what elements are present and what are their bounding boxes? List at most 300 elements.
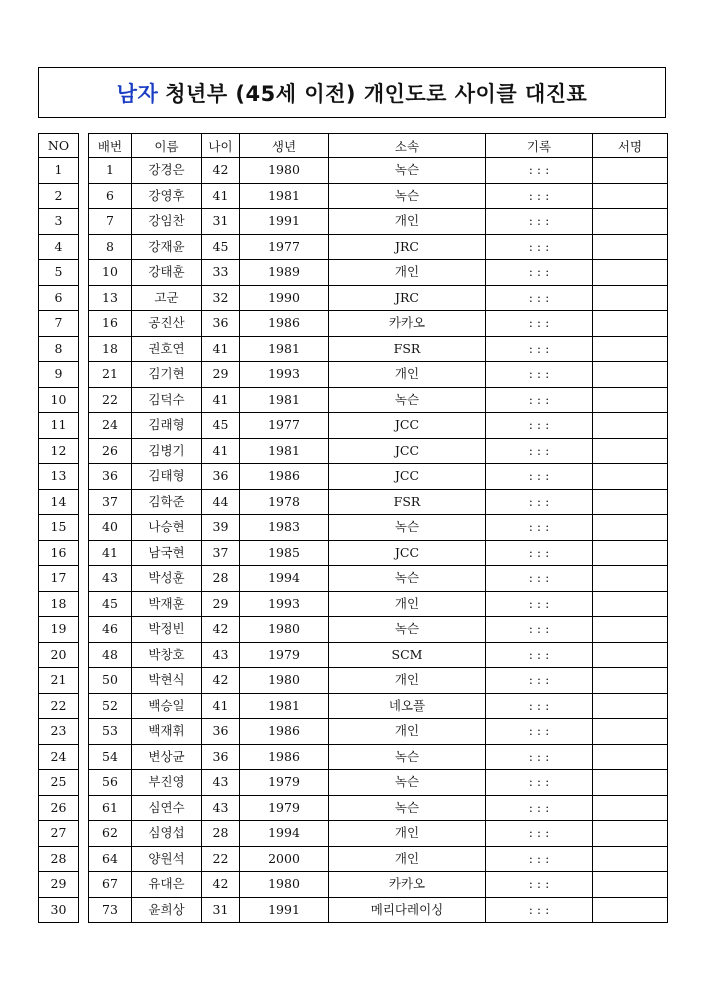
age-cell: 36: [202, 464, 240, 490]
birth-year-cell: 1993: [240, 362, 329, 388]
bib-cell: 13: [89, 285, 132, 311]
record-cell[interactable]: : : :: [486, 719, 593, 745]
number-row: [39, 642, 79, 668]
record-cell[interactable]: : : :: [486, 336, 593, 362]
number-row: [39, 897, 79, 923]
name-cell: 양원석: [132, 846, 202, 872]
number-row: [39, 413, 79, 439]
title-box: [38, 67, 666, 118]
row-number-cell: 27: [39, 821, 79, 847]
signature-cell[interactable]: [593, 795, 668, 821]
row-number-cell: 2: [39, 183, 79, 209]
record-cell[interactable]: : : :: [486, 362, 593, 388]
bib-cell: 64: [89, 846, 132, 872]
age-cell: 42: [202, 872, 240, 898]
number-row: [39, 872, 79, 898]
record-cell[interactable]: : : :: [486, 668, 593, 694]
row-number-cell: 8: [39, 336, 79, 362]
signature-cell[interactable]: [593, 260, 668, 286]
age-cell: 22: [202, 846, 240, 872]
record-cell[interactable]: : : :: [486, 591, 593, 617]
record-cell[interactable]: : : :: [486, 821, 593, 847]
number-row: [39, 591, 79, 617]
birth-year-cell: 1994: [240, 821, 329, 847]
signature-cell[interactable]: [593, 413, 668, 439]
team-cell: 녹슨: [329, 744, 486, 770]
team-cell: 녹슨: [329, 617, 486, 643]
bib-cell: 61: [89, 795, 132, 821]
team-cell: 녹슨: [329, 183, 486, 209]
bib-cell: 56: [89, 770, 132, 796]
record-cell[interactable]: : : :: [486, 413, 593, 439]
name-cell: 강재윤: [132, 234, 202, 260]
birth-year-cell: 1980: [240, 872, 329, 898]
signature-cell[interactable]: [593, 821, 668, 847]
signature-cell[interactable]: [593, 744, 668, 770]
row-number-cell: 26: [39, 795, 79, 821]
signature-cell[interactable]: [593, 617, 668, 643]
bib-cell: 67: [89, 872, 132, 898]
table-row: [89, 846, 668, 872]
bib-cell: 48: [89, 642, 132, 668]
age-cell: 28: [202, 821, 240, 847]
row-number-cell: 6: [39, 285, 79, 311]
team-cell: JCC: [329, 540, 486, 566]
record-cell[interactable]: : : :: [486, 464, 593, 490]
name-cell: 박재훈: [132, 591, 202, 617]
record-cell[interactable]: : : :: [486, 387, 593, 413]
team-cell: 개인: [329, 821, 486, 847]
number-row: [39, 158, 79, 184]
record-cell[interactable]: : : :: [486, 540, 593, 566]
bib-cell: 54: [89, 744, 132, 770]
table-row: [89, 540, 668, 566]
bib-cell: 24: [89, 413, 132, 439]
signature-cell[interactable]: [593, 183, 668, 209]
table-row: [89, 515, 668, 541]
record-cell[interactable]: : : :: [486, 642, 593, 668]
name-cell: 부진영: [132, 770, 202, 796]
birth-year-cell: 1985: [240, 540, 329, 566]
bracket-table-body: [89, 158, 668, 923]
record-cell[interactable]: : : :: [486, 872, 593, 898]
row-number-cell: 11: [39, 413, 79, 439]
table-row: [89, 183, 668, 209]
table-row: [89, 336, 668, 362]
row-number-cell: 30: [39, 897, 79, 923]
birth-year-cell: 2000: [240, 846, 329, 872]
name-cell: 김태형: [132, 464, 202, 490]
table-row: [89, 897, 668, 923]
row-number-cell: 14: [39, 489, 79, 515]
signature-cell[interactable]: [593, 209, 668, 235]
name-cell: 남국현: [132, 540, 202, 566]
bib-cell: 40: [89, 515, 132, 541]
table-row: [89, 438, 668, 464]
birth-year-cell: 1977: [240, 234, 329, 260]
birth-year-cell: 1991: [240, 209, 329, 235]
signature-cell[interactable]: [593, 438, 668, 464]
birth-year-cell: 1981: [240, 183, 329, 209]
age-cell: 44: [202, 489, 240, 515]
birth-year-cell: 1986: [240, 719, 329, 745]
record-cell[interactable]: : : :: [486, 489, 593, 515]
birth-year-cell: 1980: [240, 668, 329, 694]
bib-cell: 73: [89, 897, 132, 923]
row-number-cell: 9: [39, 362, 79, 388]
team-cell: 개인: [329, 362, 486, 388]
table-row: [89, 387, 668, 413]
age-cell: 37: [202, 540, 240, 566]
number-row: [39, 719, 79, 745]
signature-cell[interactable]: [593, 285, 668, 311]
age-cell: 41: [202, 387, 240, 413]
bib-cell: 21: [89, 362, 132, 388]
age-cell: 43: [202, 795, 240, 821]
bib-cell: 45: [89, 591, 132, 617]
birth-year-cell: 1981: [240, 336, 329, 362]
birth-year-cell: 1990: [240, 285, 329, 311]
row-number-cell: 17: [39, 566, 79, 592]
signature-cell[interactable]: [593, 719, 668, 745]
bib-cell: 41: [89, 540, 132, 566]
birth-year-cell: 1981: [240, 693, 329, 719]
signature-cell[interactable]: [593, 540, 668, 566]
team-cell: 녹슨: [329, 770, 486, 796]
bib-cell: 37: [89, 489, 132, 515]
bib-cell: 6: [89, 183, 132, 209]
title-main: 청년부 (45세 이전) 개인도로 사이클 대진표: [165, 81, 588, 106]
age-cell: 31: [202, 897, 240, 923]
birth-year-cell: 1986: [240, 744, 329, 770]
signature-cell[interactable]: [593, 846, 668, 872]
bracket-table: [88, 133, 668, 923]
header-name: 이름: [132, 134, 202, 158]
signature-cell[interactable]: [593, 770, 668, 796]
table-row: [89, 311, 668, 337]
record-cell[interactable]: : : :: [486, 285, 593, 311]
number-row: [39, 438, 79, 464]
signature-cell[interactable]: [593, 693, 668, 719]
record-cell[interactable]: : : :: [486, 566, 593, 592]
age-cell: 28: [202, 566, 240, 592]
signature-cell[interactable]: [593, 464, 668, 490]
record-cell[interactable]: : : :: [486, 693, 593, 719]
name-cell: 백승일: [132, 693, 202, 719]
table-row: [89, 566, 668, 592]
signature-cell[interactable]: [593, 566, 668, 592]
team-cell: 녹슨: [329, 566, 486, 592]
name-cell: 박현식: [132, 668, 202, 694]
signature-cell[interactable]: [593, 897, 668, 923]
team-cell: 개인: [329, 719, 486, 745]
signature-cell[interactable]: [593, 489, 668, 515]
bib-cell: 43: [89, 566, 132, 592]
name-cell: 김학준: [132, 489, 202, 515]
table-row: [89, 668, 668, 694]
record-cell[interactable]: : : :: [486, 515, 593, 541]
age-cell: 41: [202, 336, 240, 362]
row-number-cell: 24: [39, 744, 79, 770]
table-row: [89, 260, 668, 286]
table-row: [89, 362, 668, 388]
age-cell: 43: [202, 642, 240, 668]
age-cell: 42: [202, 668, 240, 694]
record-cell[interactable]: : : :: [486, 795, 593, 821]
team-cell: JCC: [329, 413, 486, 439]
header-age: 나이: [202, 134, 240, 158]
signature-cell[interactable]: [593, 234, 668, 260]
team-cell: JRC: [329, 234, 486, 260]
age-cell: 42: [202, 617, 240, 643]
header-row: [89, 134, 668, 158]
name-cell: 권호연: [132, 336, 202, 362]
team-cell: SCM: [329, 642, 486, 668]
number-row: [39, 846, 79, 872]
birth-year-cell: 1986: [240, 311, 329, 337]
table-row: [89, 617, 668, 643]
title-accent: 남자: [116, 81, 159, 106]
bib-cell: 18: [89, 336, 132, 362]
signature-cell[interactable]: [593, 668, 668, 694]
number-row: [39, 209, 79, 235]
age-cell: 29: [202, 591, 240, 617]
table-row: [89, 821, 668, 847]
team-cell: 개인: [329, 209, 486, 235]
header-signature: 서명: [593, 134, 668, 158]
bib-cell: 52: [89, 693, 132, 719]
name-cell: 심연수: [132, 795, 202, 821]
bib-cell: 7: [89, 209, 132, 235]
age-cell: 39: [202, 515, 240, 541]
bib-cell: 26: [89, 438, 132, 464]
number-row: [39, 515, 79, 541]
birth-year-cell: 1979: [240, 795, 329, 821]
row-number-cell: 28: [39, 846, 79, 872]
team-cell: 개인: [329, 846, 486, 872]
age-cell: 45: [202, 234, 240, 260]
signature-cell[interactable]: [593, 336, 668, 362]
signature-cell[interactable]: [593, 158, 668, 184]
row-number-cell: 1: [39, 158, 79, 184]
number-row: [39, 489, 79, 515]
number-row: [39, 311, 79, 337]
birth-year-cell: 1980: [240, 158, 329, 184]
table-row: [89, 234, 668, 260]
number-row: [39, 260, 79, 286]
row-number-cell: 3: [39, 209, 79, 235]
bib-cell: 36: [89, 464, 132, 490]
birth-year-cell: 1989: [240, 260, 329, 286]
row-number-cell: 18: [39, 591, 79, 617]
header-birth-year: 생년: [240, 134, 329, 158]
bib-cell: 16: [89, 311, 132, 337]
name-cell: 나승현: [132, 515, 202, 541]
age-cell: 41: [202, 438, 240, 464]
signature-cell[interactable]: [593, 872, 668, 898]
row-number-cell: 5: [39, 260, 79, 286]
header-record: 기록: [486, 134, 593, 158]
record-cell[interactable]: : : :: [486, 234, 593, 260]
table-row: [89, 285, 668, 311]
name-cell: 강태훈: [132, 260, 202, 286]
name-cell: 김래형: [132, 413, 202, 439]
number-row: [39, 183, 79, 209]
name-cell: 강영후: [132, 183, 202, 209]
number-row: [39, 617, 79, 643]
birth-year-cell: 1981: [240, 438, 329, 464]
table-row: [89, 464, 668, 490]
signature-cell[interactable]: [593, 515, 668, 541]
record-cell[interactable]: : : :: [486, 846, 593, 872]
row-number-cell: 19: [39, 617, 79, 643]
age-cell: 42: [202, 158, 240, 184]
record-cell[interactable]: : : :: [486, 158, 593, 184]
row-number-cell: 4: [39, 234, 79, 260]
bib-cell: 62: [89, 821, 132, 847]
birth-year-cell: 1993: [240, 591, 329, 617]
team-cell: JCC: [329, 438, 486, 464]
birth-year-cell: 1986: [240, 464, 329, 490]
row-number-cell: 29: [39, 872, 79, 898]
age-cell: 29: [202, 362, 240, 388]
row-number-cell: 25: [39, 770, 79, 796]
birth-year-cell: 1979: [240, 770, 329, 796]
number-row: [39, 234, 79, 260]
signature-cell[interactable]: [593, 311, 668, 337]
bib-cell: 1: [89, 158, 132, 184]
number-row: [39, 464, 79, 490]
table-row: [89, 642, 668, 668]
record-cell[interactable]: : : :: [486, 183, 593, 209]
bib-cell: 46: [89, 617, 132, 643]
age-cell: 43: [202, 770, 240, 796]
bib-cell: 50: [89, 668, 132, 694]
name-cell: 유대은: [132, 872, 202, 898]
name-cell: 김기현: [132, 362, 202, 388]
number-row: [39, 387, 79, 413]
team-cell: 녹슨: [329, 795, 486, 821]
team-cell: 녹슨: [329, 515, 486, 541]
team-cell: 메리다레이싱: [329, 897, 486, 923]
row-number-cell: 20: [39, 642, 79, 668]
team-cell: 녹슨: [329, 158, 486, 184]
name-cell: 심영섭: [132, 821, 202, 847]
bib-cell: 53: [89, 719, 132, 745]
row-number-cell: 21: [39, 668, 79, 694]
number-row: [39, 795, 79, 821]
age-cell: 41: [202, 183, 240, 209]
table-row: [89, 489, 668, 515]
number-row: [39, 540, 79, 566]
number-row: [39, 362, 79, 388]
birth-year-cell: 1981: [240, 387, 329, 413]
age-cell: 36: [202, 744, 240, 770]
table-row: [89, 693, 668, 719]
birth-year-cell: 1979: [240, 642, 329, 668]
birth-year-cell: 1977: [240, 413, 329, 439]
age-cell: 33: [202, 260, 240, 286]
name-cell: 박성훈: [132, 566, 202, 592]
signature-cell[interactable]: [593, 362, 668, 388]
record-cell[interactable]: : : :: [486, 260, 593, 286]
name-cell: 변상균: [132, 744, 202, 770]
number-row: [39, 693, 79, 719]
table-row: [89, 770, 668, 796]
signature-cell[interactable]: [593, 642, 668, 668]
number-row: [39, 744, 79, 770]
header-bib: 배번: [89, 134, 132, 158]
name-cell: 고군: [132, 285, 202, 311]
table-row: [89, 591, 668, 617]
birth-year-cell: 1994: [240, 566, 329, 592]
team-cell: 개인: [329, 591, 486, 617]
record-cell[interactable]: : : :: [486, 617, 593, 643]
team-cell: 카카오: [329, 872, 486, 898]
age-cell: 41: [202, 693, 240, 719]
row-number-cell: 16: [39, 540, 79, 566]
number-column-body: [39, 158, 79, 923]
name-cell: 박창호: [132, 642, 202, 668]
row-number-cell: 22: [39, 693, 79, 719]
age-cell: 36: [202, 719, 240, 745]
age-cell: 32: [202, 285, 240, 311]
table-row: [89, 744, 668, 770]
team-cell: 개인: [329, 668, 486, 694]
number-row: [39, 566, 79, 592]
birth-year-cell: 1978: [240, 489, 329, 515]
row-number-cell: 12: [39, 438, 79, 464]
row-number-cell: 15: [39, 515, 79, 541]
signature-cell[interactable]: [593, 387, 668, 413]
age-cell: 36: [202, 311, 240, 337]
row-number-cell: 23: [39, 719, 79, 745]
record-cell[interactable]: : : :: [486, 897, 593, 923]
number-row: [39, 285, 79, 311]
bib-cell: 22: [89, 387, 132, 413]
number-column-table: [38, 133, 79, 923]
record-cell[interactable]: : : :: [486, 438, 593, 464]
age-cell: 45: [202, 413, 240, 439]
age-cell: 31: [202, 209, 240, 235]
signature-cell[interactable]: [593, 591, 668, 617]
name-cell: 강임찬: [132, 209, 202, 235]
team-cell: FSR: [329, 489, 486, 515]
team-cell: FSR: [329, 336, 486, 362]
name-cell: 강경은: [132, 158, 202, 184]
table-row: [89, 158, 668, 184]
bib-cell: 10: [89, 260, 132, 286]
table-row: [89, 719, 668, 745]
page-title: [117, 78, 588, 108]
row-number-cell: 13: [39, 464, 79, 490]
birth-year-cell: 1991: [240, 897, 329, 923]
team-cell: 개인: [329, 260, 486, 286]
number-row: [39, 821, 79, 847]
name-cell: 김덕수: [132, 387, 202, 413]
row-number-cell: 7: [39, 311, 79, 337]
number-row: [39, 336, 79, 362]
record-cell[interactable]: : : :: [486, 744, 593, 770]
number-row: [39, 668, 79, 694]
record-cell[interactable]: : : :: [486, 770, 593, 796]
name-cell: 백재휘: [132, 719, 202, 745]
record-cell[interactable]: : : :: [486, 209, 593, 235]
record-cell[interactable]: : : :: [486, 311, 593, 337]
team-cell: 네오플: [329, 693, 486, 719]
header-no: NO: [39, 134, 79, 158]
row-number-cell: 10: [39, 387, 79, 413]
